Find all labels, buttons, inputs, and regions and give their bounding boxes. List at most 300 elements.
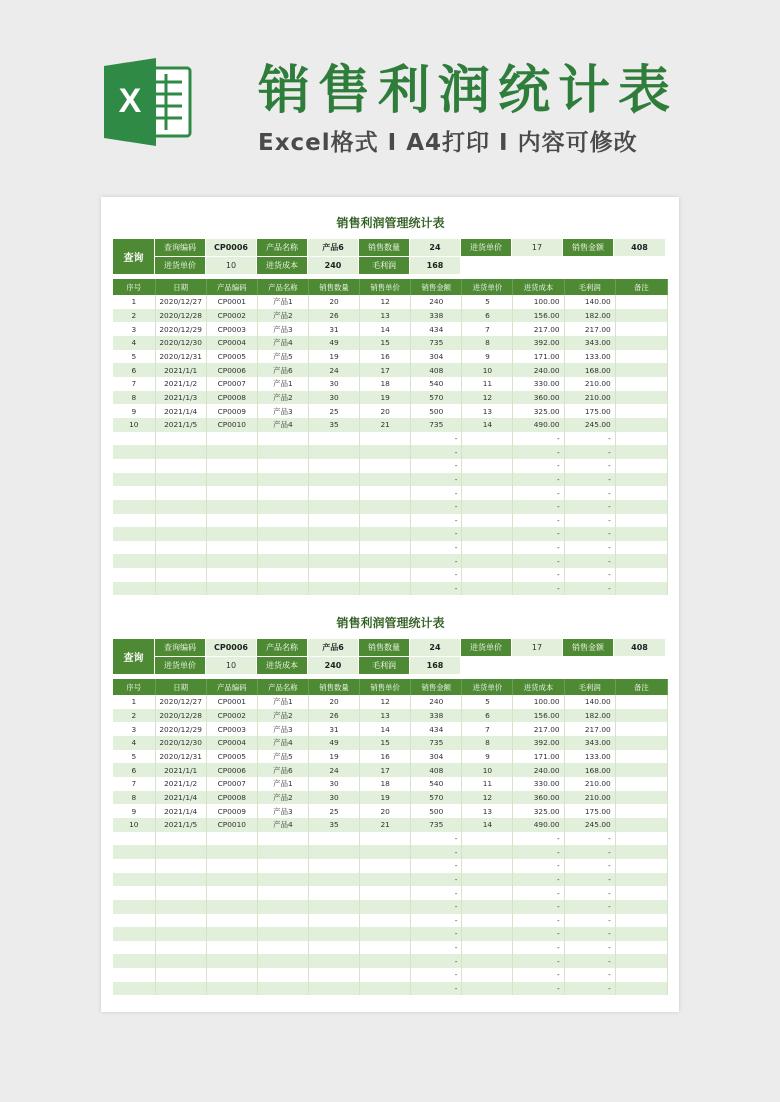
- cell-sales-price[interactable]: 13: [360, 309, 411, 323]
- cell-remark[interactable]: [615, 500, 667, 514]
- cell-seq[interactable]: [113, 859, 155, 873]
- cell-product-name[interactable]: 产品1: [257, 695, 308, 709]
- cell-buy-price[interactable]: [462, 941, 513, 955]
- cell-remark[interactable]: [615, 582, 667, 596]
- cell-gross-profit[interactable]: -: [564, 886, 615, 900]
- cell-date[interactable]: [155, 432, 206, 446]
- cell-buy-cost[interactable]: -: [513, 527, 564, 541]
- cell-sales-amount[interactable]: 338: [411, 709, 462, 723]
- cell-buy-price[interactable]: [462, 568, 513, 582]
- cell-remark[interactable]: [615, 845, 667, 859]
- cell-remark[interactable]: [615, 914, 667, 928]
- cell-buy-price[interactable]: 9: [462, 350, 513, 364]
- cell-date[interactable]: [155, 941, 206, 955]
- cell-sales-qty[interactable]: [308, 927, 359, 941]
- cell-sales-amount[interactable]: 338: [411, 309, 462, 323]
- cell-sales-qty[interactable]: 19: [308, 750, 359, 764]
- cell-buy-cost[interactable]: -: [513, 968, 564, 982]
- cell-buy-price[interactable]: 13: [462, 404, 513, 418]
- cell-date[interactable]: [155, 554, 206, 568]
- cell-seq[interactable]: 7: [113, 377, 155, 391]
- cell-sales-price[interactable]: [360, 500, 411, 514]
- cell-product-name[interactable]: [257, 459, 308, 473]
- cell-sales-qty[interactable]: [308, 459, 359, 473]
- cell-date[interactable]: [155, 541, 206, 555]
- cell-date[interactable]: [155, 459, 206, 473]
- cell-product-name[interactable]: [257, 554, 308, 568]
- cell-sales-qty[interactable]: [308, 432, 359, 446]
- cell-sales-qty[interactable]: [308, 982, 359, 996]
- cell-sales-qty[interactable]: 30: [308, 791, 359, 805]
- cell-sales-amount[interactable]: -: [411, 459, 462, 473]
- cell-product-code[interactable]: [206, 582, 257, 596]
- cell-buy-cost[interactable]: -: [513, 927, 564, 941]
- cell-sales-amount[interactable]: 408: [411, 763, 462, 777]
- cell-seq[interactable]: [113, 445, 155, 459]
- query-code-input[interactable]: CP0006: [206, 639, 257, 657]
- cell-sales-price[interactable]: [360, 473, 411, 487]
- cell-product-code[interactable]: CP0002: [206, 309, 257, 323]
- cell-buy-cost[interactable]: 171.00: [513, 350, 564, 364]
- cell-date[interactable]: 2021/1/1: [155, 763, 206, 777]
- cell-product-code[interactable]: [206, 527, 257, 541]
- cell-product-name[interactable]: 产品4: [257, 736, 308, 750]
- cell-product-name[interactable]: 产品3: [257, 404, 308, 418]
- query-button[interactable]: 查询: [113, 239, 155, 275]
- cell-seq[interactable]: [113, 527, 155, 541]
- cell-product-name[interactable]: [257, 486, 308, 500]
- cell-sales-amount[interactable]: -: [411, 859, 462, 873]
- cell-sales-amount[interactable]: 434: [411, 722, 462, 736]
- cell-remark[interactable]: [615, 954, 667, 968]
- cell-buy-price[interactable]: [462, 900, 513, 914]
- cell-product-code[interactable]: [206, 968, 257, 982]
- cell-product-name[interactable]: 产品3: [257, 322, 308, 336]
- cell-seq[interactable]: [113, 568, 155, 582]
- cell-sales-price[interactable]: [360, 859, 411, 873]
- cell-remark[interactable]: [615, 377, 667, 391]
- cell-buy-cost[interactable]: 156.00: [513, 709, 564, 723]
- cell-gross-profit[interactable]: 182.00: [564, 709, 615, 723]
- cell-product-name[interactable]: 产品5: [257, 350, 308, 364]
- cell-buy-price[interactable]: 11: [462, 777, 513, 791]
- cell-sales-qty[interactable]: 49: [308, 736, 359, 750]
- cell-seq[interactable]: [113, 514, 155, 528]
- cell-product-name[interactable]: 产品4: [257, 818, 308, 832]
- cell-remark[interactable]: [615, 982, 667, 996]
- cell-remark[interactable]: [615, 709, 667, 723]
- cell-sales-amount[interactable]: -: [411, 432, 462, 446]
- cell-product-code[interactable]: CP0003: [206, 322, 257, 336]
- cell-sales-qty[interactable]: [308, 527, 359, 541]
- cell-sales-amount[interactable]: 735: [411, 736, 462, 750]
- cell-remark[interactable]: [615, 350, 667, 364]
- cell-product-name[interactable]: 产品1: [257, 777, 308, 791]
- cell-buy-price[interactable]: [462, 927, 513, 941]
- cell-sales-qty[interactable]: 30: [308, 377, 359, 391]
- cell-product-name[interactable]: 产品3: [257, 722, 308, 736]
- cell-remark[interactable]: [615, 968, 667, 982]
- cell-buy-cost[interactable]: -: [513, 832, 564, 846]
- cell-seq[interactable]: 6: [113, 763, 155, 777]
- cell-seq[interactable]: 4: [113, 736, 155, 750]
- cell-date[interactable]: [155, 527, 206, 541]
- cell-product-code[interactable]: [206, 568, 257, 582]
- cell-seq[interactable]: [113, 459, 155, 473]
- cell-sales-price[interactable]: [360, 541, 411, 555]
- cell-buy-cost[interactable]: 325.00: [513, 804, 564, 818]
- cell-date[interactable]: 2021/1/4: [155, 791, 206, 805]
- cell-gross-profit[interactable]: -: [564, 500, 615, 514]
- cell-buy-cost[interactable]: -: [513, 582, 564, 596]
- cell-gross-profit[interactable]: 210.00: [564, 377, 615, 391]
- cell-seq[interactable]: [113, 473, 155, 487]
- cell-sales-price[interactable]: [360, 554, 411, 568]
- cell-product-name[interactable]: 产品6: [257, 363, 308, 377]
- cell-gross-profit[interactable]: -: [564, 541, 615, 555]
- cell-product-name[interactable]: [257, 941, 308, 955]
- cell-date[interactable]: 2020/12/28: [155, 309, 206, 323]
- cell-sales-amount[interactable]: -: [411, 886, 462, 900]
- cell-remark[interactable]: [615, 722, 667, 736]
- cell-product-code[interactable]: CP0006: [206, 763, 257, 777]
- cell-buy-price[interactable]: 7: [462, 322, 513, 336]
- cell-buy-price[interactable]: 12: [462, 791, 513, 805]
- cell-product-name[interactable]: 产品4: [257, 418, 308, 432]
- cell-sales-price[interactable]: [360, 941, 411, 955]
- cell-buy-price[interactable]: [462, 582, 513, 596]
- cell-product-name[interactable]: [257, 982, 308, 996]
- cell-sales-amount[interactable]: -: [411, 900, 462, 914]
- cell-sales-price[interactable]: 15: [360, 336, 411, 350]
- cell-date[interactable]: 2021/1/2: [155, 377, 206, 391]
- cell-seq[interactable]: 5: [113, 750, 155, 764]
- cell-seq[interactable]: 2: [113, 709, 155, 723]
- cell-sales-qty[interactable]: [308, 886, 359, 900]
- cell-buy-price[interactable]: [462, 914, 513, 928]
- cell-buy-price[interactable]: 8: [462, 336, 513, 350]
- cell-buy-cost[interactable]: -: [513, 432, 564, 446]
- cell-date[interactable]: [155, 968, 206, 982]
- cell-gross-profit[interactable]: 217.00: [564, 722, 615, 736]
- cell-buy-price[interactable]: [462, 432, 513, 446]
- cell-sales-qty[interactable]: 31: [308, 322, 359, 336]
- cell-sales-amount[interactable]: -: [411, 582, 462, 596]
- cell-sales-amount[interactable]: 240: [411, 295, 462, 309]
- cell-sales-amount[interactable]: -: [411, 486, 462, 500]
- cell-sales-price[interactable]: [360, 982, 411, 996]
- cell-product-code[interactable]: [206, 954, 257, 968]
- cell-sales-price[interactable]: [360, 845, 411, 859]
- cell-sales-price[interactable]: [360, 968, 411, 982]
- cell-gross-profit[interactable]: -: [564, 554, 615, 568]
- cell-sales-amount[interactable]: -: [411, 514, 462, 528]
- cell-seq[interactable]: 9: [113, 404, 155, 418]
- cell-product-code[interactable]: CP0006: [206, 363, 257, 377]
- cell-date[interactable]: 2021/1/4: [155, 404, 206, 418]
- cell-sales-qty[interactable]: [308, 554, 359, 568]
- cell-gross-profit[interactable]: 182.00: [564, 309, 615, 323]
- cell-gross-profit[interactable]: 168.00: [564, 763, 615, 777]
- cell-sales-amount[interactable]: -: [411, 982, 462, 996]
- cell-date[interactable]: [155, 859, 206, 873]
- cell-date[interactable]: [155, 982, 206, 996]
- cell-gross-profit[interactable]: 175.00: [564, 804, 615, 818]
- cell-product-code[interactable]: [206, 982, 257, 996]
- cell-sales-qty[interactable]: [308, 914, 359, 928]
- cell-sales-price[interactable]: [360, 432, 411, 446]
- cell-sales-price[interactable]: [360, 486, 411, 500]
- cell-date[interactable]: 2020/12/28: [155, 709, 206, 723]
- cell-product-code[interactable]: [206, 845, 257, 859]
- cell-product-name[interactable]: 产品2: [257, 709, 308, 723]
- cell-date[interactable]: [155, 514, 206, 528]
- query-button[interactable]: 查询: [113, 639, 155, 675]
- cell-sales-price[interactable]: 14: [360, 722, 411, 736]
- cell-seq[interactable]: [113, 941, 155, 955]
- cell-gross-profit[interactable]: -: [564, 582, 615, 596]
- cell-remark[interactable]: [615, 363, 667, 377]
- cell-remark[interactable]: [615, 295, 667, 309]
- cell-sales-price[interactable]: [360, 900, 411, 914]
- cell-product-code[interactable]: [206, 459, 257, 473]
- cell-buy-cost[interactable]: -: [513, 873, 564, 887]
- cell-sales-price[interactable]: [360, 459, 411, 473]
- cell-date[interactable]: [155, 845, 206, 859]
- cell-remark[interactable]: [615, 900, 667, 914]
- cell-gross-profit[interactable]: -: [564, 873, 615, 887]
- cell-product-code[interactable]: [206, 886, 257, 900]
- cell-product-code[interactable]: [206, 500, 257, 514]
- cell-date[interactable]: 2021/1/4: [155, 804, 206, 818]
- cell-sales-price[interactable]: [360, 914, 411, 928]
- cell-gross-profit[interactable]: 140.00: [564, 295, 615, 309]
- cell-sales-price[interactable]: 20: [360, 404, 411, 418]
- cell-product-name[interactable]: [257, 500, 308, 514]
- cell-remark[interactable]: [615, 927, 667, 941]
- cell-remark[interactable]: [615, 941, 667, 955]
- cell-product-name[interactable]: 产品1: [257, 295, 308, 309]
- cell-buy-cost[interactable]: 171.00: [513, 750, 564, 764]
- cell-buy-price[interactable]: 13: [462, 804, 513, 818]
- cell-buy-price[interactable]: [462, 486, 513, 500]
- cell-buy-price[interactable]: [462, 459, 513, 473]
- cell-buy-cost[interactable]: -: [513, 982, 564, 996]
- cell-buy-price[interactable]: 8: [462, 736, 513, 750]
- cell-date[interactable]: 2020/12/29: [155, 722, 206, 736]
- cell-buy-cost[interactable]: 490.00: [513, 418, 564, 432]
- cell-remark[interactable]: [615, 832, 667, 846]
- cell-seq[interactable]: [113, 486, 155, 500]
- cell-sales-price[interactable]: [360, 873, 411, 887]
- cell-sales-amount[interactable]: 434: [411, 322, 462, 336]
- cell-sales-qty[interactable]: [308, 500, 359, 514]
- cell-gross-profit[interactable]: 210.00: [564, 391, 615, 405]
- cell-sales-amount[interactable]: -: [411, 941, 462, 955]
- cell-buy-cost[interactable]: -: [513, 459, 564, 473]
- cell-sales-amount[interactable]: 540: [411, 777, 462, 791]
- cell-product-name[interactable]: [257, 927, 308, 941]
- cell-sales-amount[interactable]: 735: [411, 336, 462, 350]
- cell-buy-price[interactable]: 12: [462, 391, 513, 405]
- cell-sales-amount[interactable]: -: [411, 968, 462, 982]
- cell-product-code[interactable]: [206, 927, 257, 941]
- cell-product-name[interactable]: [257, 886, 308, 900]
- cell-buy-cost[interactable]: 392.00: [513, 336, 564, 350]
- cell-seq[interactable]: [113, 927, 155, 941]
- cell-buy-cost[interactable]: 240.00: [513, 363, 564, 377]
- cell-date[interactable]: 2020/12/27: [155, 695, 206, 709]
- cell-product-code[interactable]: [206, 473, 257, 487]
- cell-buy-price[interactable]: [462, 541, 513, 555]
- cell-gross-profit[interactable]: 245.00: [564, 818, 615, 832]
- cell-sales-amount[interactable]: -: [411, 927, 462, 941]
- cell-sales-amount[interactable]: 408: [411, 363, 462, 377]
- cell-sales-amount[interactable]: -: [411, 541, 462, 555]
- cell-sales-qty[interactable]: 20: [308, 295, 359, 309]
- cell-seq[interactable]: 7: [113, 777, 155, 791]
- cell-remark[interactable]: [615, 418, 667, 432]
- cell-sales-amount[interactable]: -: [411, 914, 462, 928]
- cell-product-name[interactable]: 产品3: [257, 804, 308, 818]
- cell-product-name[interactable]: [257, 954, 308, 968]
- cell-remark[interactable]: [615, 554, 667, 568]
- cell-sales-price[interactable]: [360, 568, 411, 582]
- cell-date[interactable]: [155, 914, 206, 928]
- cell-product-code[interactable]: [206, 900, 257, 914]
- cell-buy-price[interactable]: 14: [462, 818, 513, 832]
- cell-remark[interactable]: [615, 568, 667, 582]
- cell-product-code[interactable]: CP0004: [206, 336, 257, 350]
- cell-sales-amount[interactable]: 570: [411, 391, 462, 405]
- cell-date[interactable]: 2020/12/31: [155, 350, 206, 364]
- cell-product-name[interactable]: [257, 832, 308, 846]
- cell-sales-price[interactable]: [360, 527, 411, 541]
- cell-product-name[interactable]: 产品2: [257, 309, 308, 323]
- cell-gross-profit[interactable]: -: [564, 568, 615, 582]
- cell-product-code[interactable]: CP0003: [206, 722, 257, 736]
- cell-buy-cost[interactable]: 392.00: [513, 736, 564, 750]
- cell-buy-cost[interactable]: 217.00: [513, 722, 564, 736]
- cell-remark[interactable]: [615, 404, 667, 418]
- cell-sales-amount[interactable]: -: [411, 473, 462, 487]
- cell-date[interactable]: [155, 582, 206, 596]
- cell-sales-amount[interactable]: 500: [411, 804, 462, 818]
- cell-gross-profit[interactable]: 343.00: [564, 736, 615, 750]
- cell-buy-price[interactable]: [462, 886, 513, 900]
- cell-sales-qty[interactable]: [308, 954, 359, 968]
- cell-sales-amount[interactable]: 735: [411, 418, 462, 432]
- cell-sales-qty[interactable]: [308, 445, 359, 459]
- cell-seq[interactable]: 2: [113, 309, 155, 323]
- cell-remark[interactable]: [615, 804, 667, 818]
- cell-buy-cost[interactable]: -: [513, 445, 564, 459]
- cell-date[interactable]: 2021/1/5: [155, 418, 206, 432]
- cell-sales-qty[interactable]: [308, 832, 359, 846]
- cell-gross-profit[interactable]: 168.00: [564, 363, 615, 377]
- cell-product-code[interactable]: CP0005: [206, 350, 257, 364]
- cell-product-code[interactable]: CP0008: [206, 791, 257, 805]
- cell-buy-price[interactable]: [462, 554, 513, 568]
- cell-gross-profit[interactable]: 140.00: [564, 695, 615, 709]
- cell-seq[interactable]: [113, 873, 155, 887]
- cell-product-code[interactable]: [206, 554, 257, 568]
- cell-product-name[interactable]: 产品2: [257, 791, 308, 805]
- cell-product-code[interactable]: [206, 941, 257, 955]
- cell-product-code[interactable]: [206, 445, 257, 459]
- cell-product-name[interactable]: [257, 568, 308, 582]
- cell-remark[interactable]: [615, 750, 667, 764]
- cell-product-name[interactable]: [257, 445, 308, 459]
- cell-sales-amount[interactable]: -: [411, 554, 462, 568]
- cell-date[interactable]: [155, 486, 206, 500]
- cell-sales-qty[interactable]: [308, 968, 359, 982]
- cell-gross-profit[interactable]: 217.00: [564, 322, 615, 336]
- cell-buy-cost[interactable]: -: [513, 514, 564, 528]
- cell-product-code[interactable]: CP0005: [206, 750, 257, 764]
- cell-sales-price[interactable]: 18: [360, 377, 411, 391]
- cell-remark[interactable]: [615, 695, 667, 709]
- cell-remark[interactable]: [615, 391, 667, 405]
- cell-buy-price[interactable]: 5: [462, 295, 513, 309]
- cell-gross-profit[interactable]: 133.00: [564, 350, 615, 364]
- cell-sales-price[interactable]: 13: [360, 709, 411, 723]
- cell-sales-amount[interactable]: -: [411, 445, 462, 459]
- cell-sales-qty[interactable]: [308, 568, 359, 582]
- cell-sales-qty[interactable]: [308, 486, 359, 500]
- cell-buy-cost[interactable]: -: [513, 941, 564, 955]
- cell-remark[interactable]: [615, 873, 667, 887]
- cell-buy-cost[interactable]: 360.00: [513, 391, 564, 405]
- cell-sales-amount[interactable]: -: [411, 527, 462, 541]
- cell-seq[interactable]: [113, 954, 155, 968]
- cell-product-code[interactable]: [206, 832, 257, 846]
- cell-buy-price[interactable]: [462, 473, 513, 487]
- cell-sales-price[interactable]: 18: [360, 777, 411, 791]
- cell-gross-profit[interactable]: -: [564, 514, 615, 528]
- cell-product-name[interactable]: [257, 541, 308, 555]
- cell-seq[interactable]: [113, 845, 155, 859]
- cell-buy-price[interactable]: [462, 514, 513, 528]
- cell-gross-profit[interactable]: 210.00: [564, 777, 615, 791]
- cell-buy-price[interactable]: [462, 445, 513, 459]
- cell-buy-price[interactable]: [462, 859, 513, 873]
- cell-buy-cost[interactable]: 330.00: [513, 377, 564, 391]
- cell-sales-qty[interactable]: 25: [308, 404, 359, 418]
- cell-gross-profit[interactable]: 343.00: [564, 336, 615, 350]
- cell-sales-amount[interactable]: -: [411, 873, 462, 887]
- cell-date[interactable]: [155, 445, 206, 459]
- cell-date[interactable]: 2021/1/2: [155, 777, 206, 791]
- cell-sales-qty[interactable]: 24: [308, 763, 359, 777]
- cell-gross-profit[interactable]: -: [564, 954, 615, 968]
- cell-gross-profit[interactable]: -: [564, 941, 615, 955]
- cell-remark[interactable]: [615, 763, 667, 777]
- cell-product-name[interactable]: [257, 527, 308, 541]
- cell-sales-price[interactable]: [360, 582, 411, 596]
- cell-buy-price[interactable]: [462, 500, 513, 514]
- cell-buy-price[interactable]: [462, 968, 513, 982]
- cell-gross-profit[interactable]: 210.00: [564, 791, 615, 805]
- cell-buy-price[interactable]: [462, 982, 513, 996]
- cell-gross-profit[interactable]: 245.00: [564, 418, 615, 432]
- cell-seq[interactable]: [113, 832, 155, 846]
- cell-sales-qty[interactable]: [308, 859, 359, 873]
- cell-seq[interactable]: [113, 541, 155, 555]
- cell-sales-price[interactable]: [360, 514, 411, 528]
- cell-gross-profit[interactable]: -: [564, 832, 615, 846]
- cell-buy-price[interactable]: [462, 954, 513, 968]
